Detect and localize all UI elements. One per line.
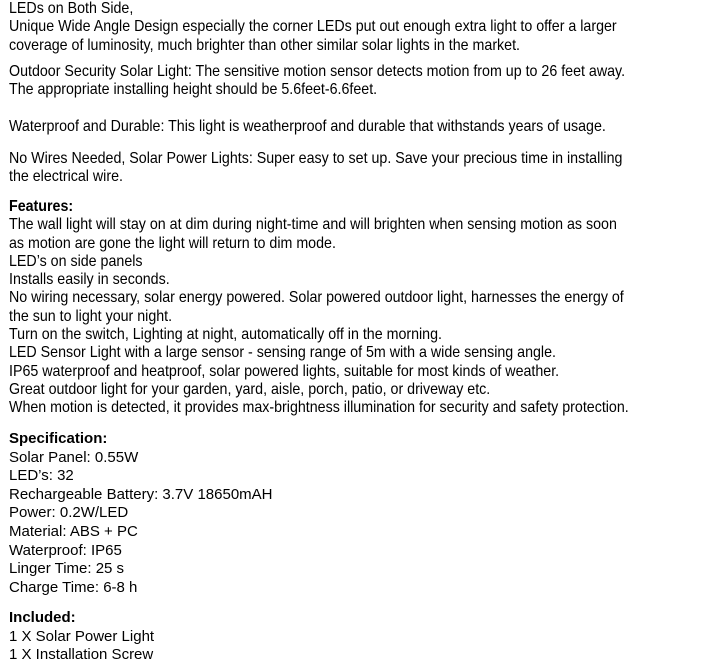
feature-item: No wiring necessary, solar energy powered. Solar powered outdoor light, harnesses the energy of [9, 289, 624, 307]
security-line: Outdoor Security Solar Light: The sensitive motion sensor detects motion from up to 26 feet away. [9, 63, 626, 80]
intro-section [9, 0, 692, 55]
feature-item: LED’s on side panels [9, 252, 143, 270]
specification-section [9, 430, 273, 597]
spec-item: Solar Panel: 0.55W [9, 448, 139, 466]
intro-heading: LEDs on Both Side, [9, 0, 134, 17]
features-title: Features: [9, 198, 74, 215]
included-item: 1 X Installation Screw [9, 646, 154, 664]
spec-item: LED’s: 32 [9, 467, 74, 485]
feature-item: IP65 waterproof and heatproof, solar powered lights, suitable for most kinds of weather. [9, 362, 560, 380]
feature-item: Turn on the switch, Lighting at night, automatically off in the morning. [9, 326, 442, 344]
feature-item: LED Sensor Light with a large sensor - sensing range of 5m with a wide sensing angle. [9, 344, 556, 362]
feature-item: When motion is detected, it provides max-brightness illumination for security and safety protection. [9, 399, 629, 417]
spec-item: Power: 0.2W/LED [9, 504, 129, 522]
spec-item: Charge Time: 6-8 h [9, 578, 138, 596]
intro-line: coverage of luminosity, much brighter than other similar solar lights in the market. [9, 36, 521, 54]
included-title: Included: [9, 609, 76, 626]
included-section [9, 609, 154, 665]
features-section [9, 198, 705, 418]
specification-title: Specification: [9, 430, 108, 447]
waterproof-line: Waterproof and Durable: This light is weatherproof and durable that withstands years of usage. [9, 118, 606, 135]
feature-item: The wall light will stay on at dim during night-time and will brighten when sensing motion as soon [9, 216, 617, 234]
no-wires-section [9, 150, 698, 187]
no-wires-line: No Wires Needed, Solar Power Lights: Super easy to set up. Save your precious time in installing [9, 150, 623, 167]
spec-item: Linger Time: 25 s [9, 560, 125, 578]
spec-item: Material: ABS + PC [9, 522, 138, 540]
feature-item: the sun to light your night. [9, 307, 173, 325]
intro-line: Unique Wide Angle Design especially the corner LEDs put out enough extra light to offer a larger [9, 18, 617, 36]
included-item: 1 X Solar Power Light [9, 627, 155, 645]
feature-item: Installs easily in seconds. [9, 271, 170, 289]
security-section [9, 63, 701, 100]
feature-item: as motion are gone the light will return to dim mode. [9, 234, 336, 252]
waterproof-section [9, 118, 680, 136]
spec-item: Rechargeable Battery: 3.7V 18650mAH [9, 485, 273, 503]
security-line: The appropriate installing height should be 5.6feet-6.6feet. [9, 81, 378, 99]
no-wires-line: the electrical wire. [9, 168, 123, 186]
feature-item: Great outdoor light for your garden, yard, aisle, porch, patio, or driveway etc. [9, 380, 491, 398]
spec-item: Waterproof: IP65 [9, 541, 122, 559]
